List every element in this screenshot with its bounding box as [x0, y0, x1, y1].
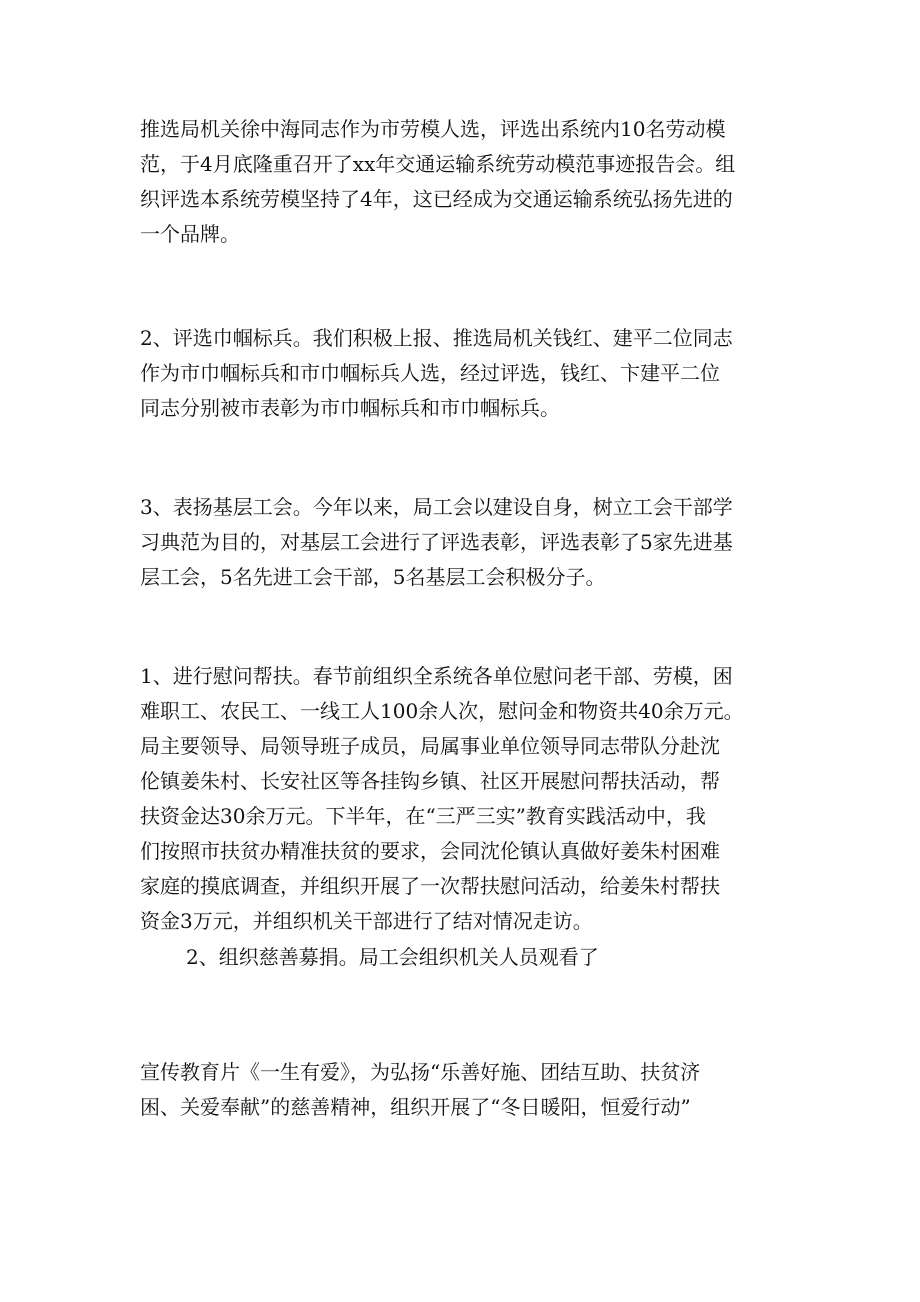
text-line: 范，于4月底隆重召开了xx年交通运输系统劳动模范事迹报告会。组 [140, 152, 736, 176]
paragraph-labor-model [140, 112, 790, 252]
text-line: 习典范为目的，对基层工会进行了评选表彰，评选表彰了5家先进基 [140, 530, 733, 554]
text-line: 作为市巾帼标兵和市巾帼标兵人选，经过评选，钱红、卞建平二位 [140, 361, 720, 385]
text-line: 一个品牌。 [140, 222, 240, 246]
text-line: 局主要领导、局领导班子成员，局属事业单位领导同志带队分赴沈 [140, 734, 720, 758]
text-line: 扶资金达30余万元。下半年，在“三严三实”教育实践活动中，我 [140, 804, 706, 828]
paragraph-grassroots-union [140, 490, 790, 595]
text-line: 同志分别被市表彰为市巾帼标兵和市巾帼标兵。 [140, 396, 560, 420]
paragraph-women-pacesetter [140, 321, 790, 426]
paragraph-condolence-assistance [140, 659, 790, 939]
text-line: 推选局机关徐中海同志作为市劳模人选，评选出系统内10名劳动模 [140, 117, 726, 141]
text-line: 织评选本系统劳模坚持了4年，这已经成为交通运输系统弘扬先进的 [140, 187, 733, 211]
text-line: 资金3万元，并组织机关干部进行了结对情况走访。 [140, 909, 593, 933]
text-line: 宣传教育片《一生有爱》，为弘扬“乐善好施、团结互助、扶贫济 [140, 1060, 701, 1084]
text-line: 层工会，5名先进工会干部，5名基层工会积极分子。 [140, 565, 606, 589]
text-line: 2、评选巾帼标兵。我们积极上报、推选局机关钱红、建平二位同志 [140, 326, 733, 350]
text-line: 2、组织慈善募捐。局工会组织机关人员观看了 [186, 945, 599, 969]
paragraph-charity-donation [186, 940, 836, 975]
paragraph-education-film [140, 1055, 790, 1125]
text-line: 1、进行慰问帮扶。春节前组织全系统各单位慰问老干部、劳模，困 [140, 664, 733, 688]
text-line: 3、表扬基层工会。今年以来，局工会以建设自身，树立工会干部学 [140, 495, 733, 519]
text-line: 伦镇姜朱村、长安社区等各挂钩乡镇、社区开展慰问帮扶活动，帮 [140, 769, 720, 793]
text-line: 家庭的摸底调查，并组织开展了一次帮扶慰问活动，给姜朱村帮扶 [140, 874, 720, 898]
text-line: 难职工、农民工、一线工人100余人次，慰问金和物资共40余万元。 [140, 699, 744, 723]
text-line: 们按照市扶贫办精准扶贫的要求，会同沈伦镇认真做好姜朱村困难 [140, 839, 720, 863]
text-line: 困、关爱奉献”的慈善精神，组织开展了“冬日暖阳，恒爱行动” [140, 1095, 691, 1119]
